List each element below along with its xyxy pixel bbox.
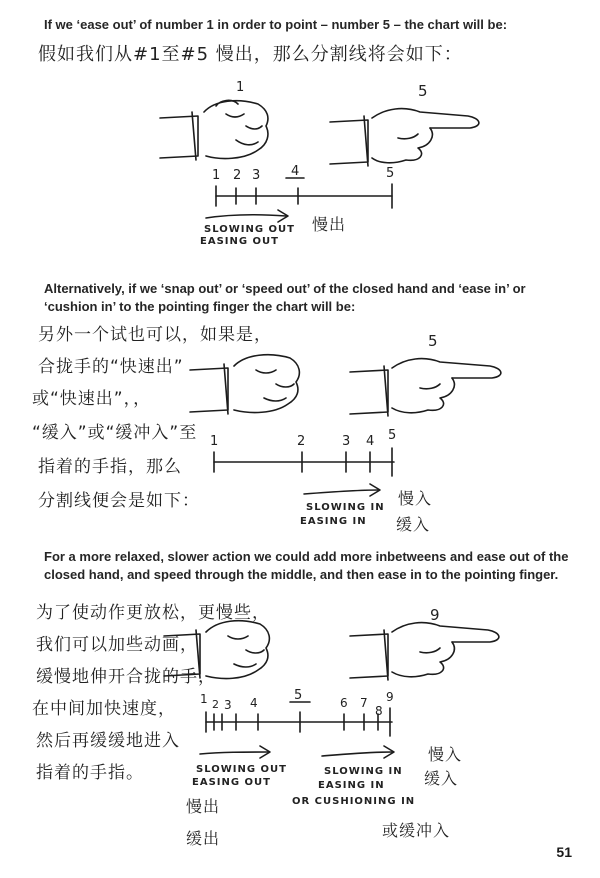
ease-in-chinese-note: 缓入 bbox=[396, 515, 431, 534]
tick3-label-7: 7 bbox=[360, 696, 368, 710]
easing-out-label: EASING OUT bbox=[200, 236, 279, 247]
tick3-label-6: 6 bbox=[340, 696, 348, 710]
slow-out-chinese-note: 慢出 bbox=[312, 215, 347, 234]
right-slow-in-chinese: 慢入 bbox=[428, 745, 463, 764]
tick-label-3: 3 bbox=[252, 168, 261, 183]
tick2-label-2: 2 bbox=[297, 434, 306, 449]
section2-handwritten-line-1: 另外一个试也可以，如果是， bbox=[38, 325, 272, 345]
tick2-label-4: 4 bbox=[366, 434, 375, 449]
tick2-label-3: 3 bbox=[342, 434, 351, 449]
slowing-out-label: SLOWING OUT bbox=[204, 224, 295, 235]
tick-label-5: 5 bbox=[386, 166, 395, 181]
section3-handwritten-line-1: 为了使动作更放松，更慢些， bbox=[36, 603, 270, 623]
right-cushioning-in-label: OR CUSHIONING IN bbox=[292, 796, 416, 807]
tick3-label-2: 2 bbox=[212, 698, 219, 711]
section3-handwritten-line-4: 在中间加快速度， bbox=[32, 699, 176, 719]
tick3-label-1: 1 bbox=[200, 692, 208, 706]
section2-handwritten-line-2: 合拢手的“快速出” bbox=[38, 357, 184, 377]
right-cushion-in-chinese: 或缓冲入 bbox=[382, 821, 451, 840]
section3-printed-text: For a more relaxed, slower action we could add more inbetweens and ease out of the closed hand, and speed through the middle, and then ease in to the pointing finger. bbox=[44, 549, 569, 582]
slowing-in-label: SLOWING IN bbox=[306, 502, 385, 513]
section2-handwritten-line-4: “缓入”或“缓冲入”至 bbox=[32, 423, 198, 443]
right-slowing-in-label: SLOWING IN bbox=[324, 766, 403, 777]
tick3-label-3: 3 bbox=[224, 698, 232, 712]
slow-in-chinese-note: 慢入 bbox=[398, 489, 433, 508]
section1-printed-text: If we ‘ease out’ of number 1 in order to point – number 5 – the chart will be: bbox=[44, 17, 508, 32]
left-slowing-out-label: SLOWING OUT bbox=[196, 764, 287, 775]
tick3-label-9: 9 bbox=[386, 690, 394, 704]
point-number-5b: 5 bbox=[428, 332, 438, 350]
right-ease-in-chinese: 缓入 bbox=[424, 769, 459, 788]
section3-handwritten-line-5: 然后再缓缓地进入 bbox=[36, 731, 180, 751]
tick3-label-4: 4 bbox=[250, 696, 258, 710]
section2-printed-text: Alternatively, if we ‘snap out’ or ‘speed out’ of the closed hand and ‘ease in’ or ‘cushion in’ to the pointing finger the chart will be: bbox=[44, 281, 526, 314]
section1-handwritten-note: 假如我们从#1至#5 慢出，那么分割线将会如下： bbox=[38, 44, 463, 65]
tick3-label-5: 5 bbox=[294, 688, 303, 703]
easing-in-label: EASING IN bbox=[300, 516, 367, 527]
point-number-5: 5 bbox=[418, 82, 428, 100]
page-number: 51 bbox=[556, 844, 572, 860]
right-easing-in-label: EASING IN bbox=[318, 780, 385, 791]
tick-label-4: 4 bbox=[291, 164, 300, 179]
left-slow-out-chinese: 慢出 bbox=[186, 797, 221, 816]
section3-handwritten-line-2: 我们可以加些动画， bbox=[36, 635, 198, 655]
fist-number-1: 1 bbox=[236, 80, 245, 95]
section3-handwritten-line-3: 缓慢地伸开合拢的手， bbox=[36, 667, 216, 687]
section2-handwritten-line-3: 或“快速出”，， bbox=[32, 389, 152, 409]
tick2-label-5: 5 bbox=[388, 428, 397, 443]
left-easing-out-label: EASING OUT bbox=[192, 777, 271, 788]
point-number-9: 9 bbox=[430, 606, 440, 624]
closed-fist-drawing-3 bbox=[164, 621, 269, 679]
pointing-hand-drawing-3 bbox=[350, 623, 499, 680]
section2-handwritten-line-5: 指着的手指，那么 bbox=[38, 457, 182, 477]
tick3-label-8: 8 bbox=[375, 704, 383, 718]
tick2-label-1: 1 bbox=[210, 434, 219, 449]
tick-label-1: 1 bbox=[212, 168, 221, 183]
section3-handwritten-line-6: 指着的手指。 bbox=[36, 763, 144, 783]
tick-label-2: 2 bbox=[233, 168, 242, 183]
left-ease-out-chinese: 缓出 bbox=[186, 829, 221, 848]
section2-handwritten-line-6: 分割线便会是如下： bbox=[38, 491, 200, 511]
